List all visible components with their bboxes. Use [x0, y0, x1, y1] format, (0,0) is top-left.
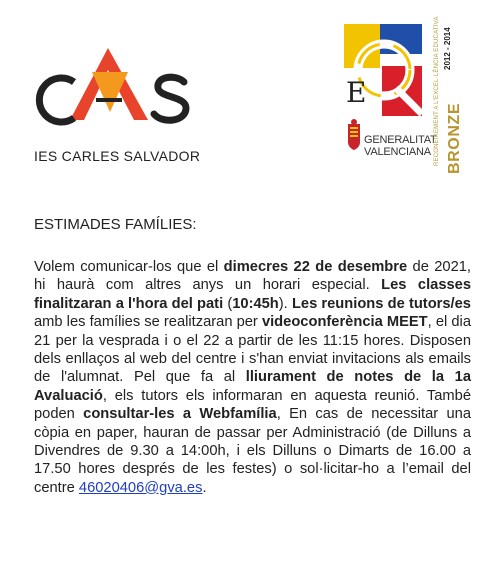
notice-text: Volem comunicar-los que el: [34, 259, 224, 275]
closing-period: .: [202, 479, 207, 496]
highlight-date: dimecres 22 de desembre: [223, 259, 408, 275]
notice-text: , els tutors els informaran en aquesta reunió. També poden: [34, 387, 471, 423]
school-name: IES CARLES SALVADOR: [34, 148, 201, 164]
seal-vertical-text: [430, 14, 468, 176]
notice-text: , En cas de necessitar una còpia en paper, hauran de passar per Administració (de Dilluns a Divendres de 9.30 a 14:00h, i els Dilluns o Dimarts de 16.00 a 17.50 hores després de les festes) o sol·licitar-ho a l’email del centre: [34, 406, 471, 496]
gv-line-1: GENERALITAT: [364, 134, 437, 146]
notice-text: (: [223, 295, 233, 312]
school-logo-graphic: [30, 42, 220, 152]
notice-text: amb les famílies se realitzaran per: [34, 314, 262, 331]
highlight-tutor-meetings: Les reunions de tutors/es: [291, 295, 471, 312]
highlight-webfamilia: consultar-les a Webfamília: [83, 406, 277, 423]
seal-years: 2012 - 2014: [443, 27, 452, 70]
school-logo: [30, 42, 220, 162]
notice-text: , el dia 21 per la vesprada i o el 22 a partir de les 11:15 hores. Disposen dels enllaços al web del centre i s'han enviat invitacions als emails de l'alumnat. Pel que fa al: [34, 314, 471, 386]
gv-line-2: VALENCIANA: [364, 146, 431, 158]
notice-paragraph: [34, 258, 471, 497]
seal-level: BRONZE: [446, 102, 463, 174]
quality-seal: [338, 14, 468, 176]
highlight-classes-end: Les classes finalitzaran a l'hora del pati: [34, 277, 472, 312]
svg-text:E: E: [346, 76, 367, 109]
highlight-grades: lliurament de notes de la 1a Avaluació: [34, 369, 471, 404]
highlight-meet: videoconferència MEET: [261, 314, 428, 331]
generalitat-valenciana-label: [364, 134, 437, 158]
greeting: ESTIMADES FAMÍLIES:: [34, 216, 197, 233]
highlight-time: 10:45h: [232, 295, 279, 312]
school-email-link[interactable]: 46020406@gva.es: [78, 479, 203, 496]
notice-text: ).: [278, 295, 292, 312]
seal-caption: RECONEIXEMENT A L'EXCEL·LÈNCIA EDUCATIVA: [434, 16, 440, 166]
notice-text: de 2021, hi haurà com altres anys un horari especial.: [34, 259, 471, 294]
